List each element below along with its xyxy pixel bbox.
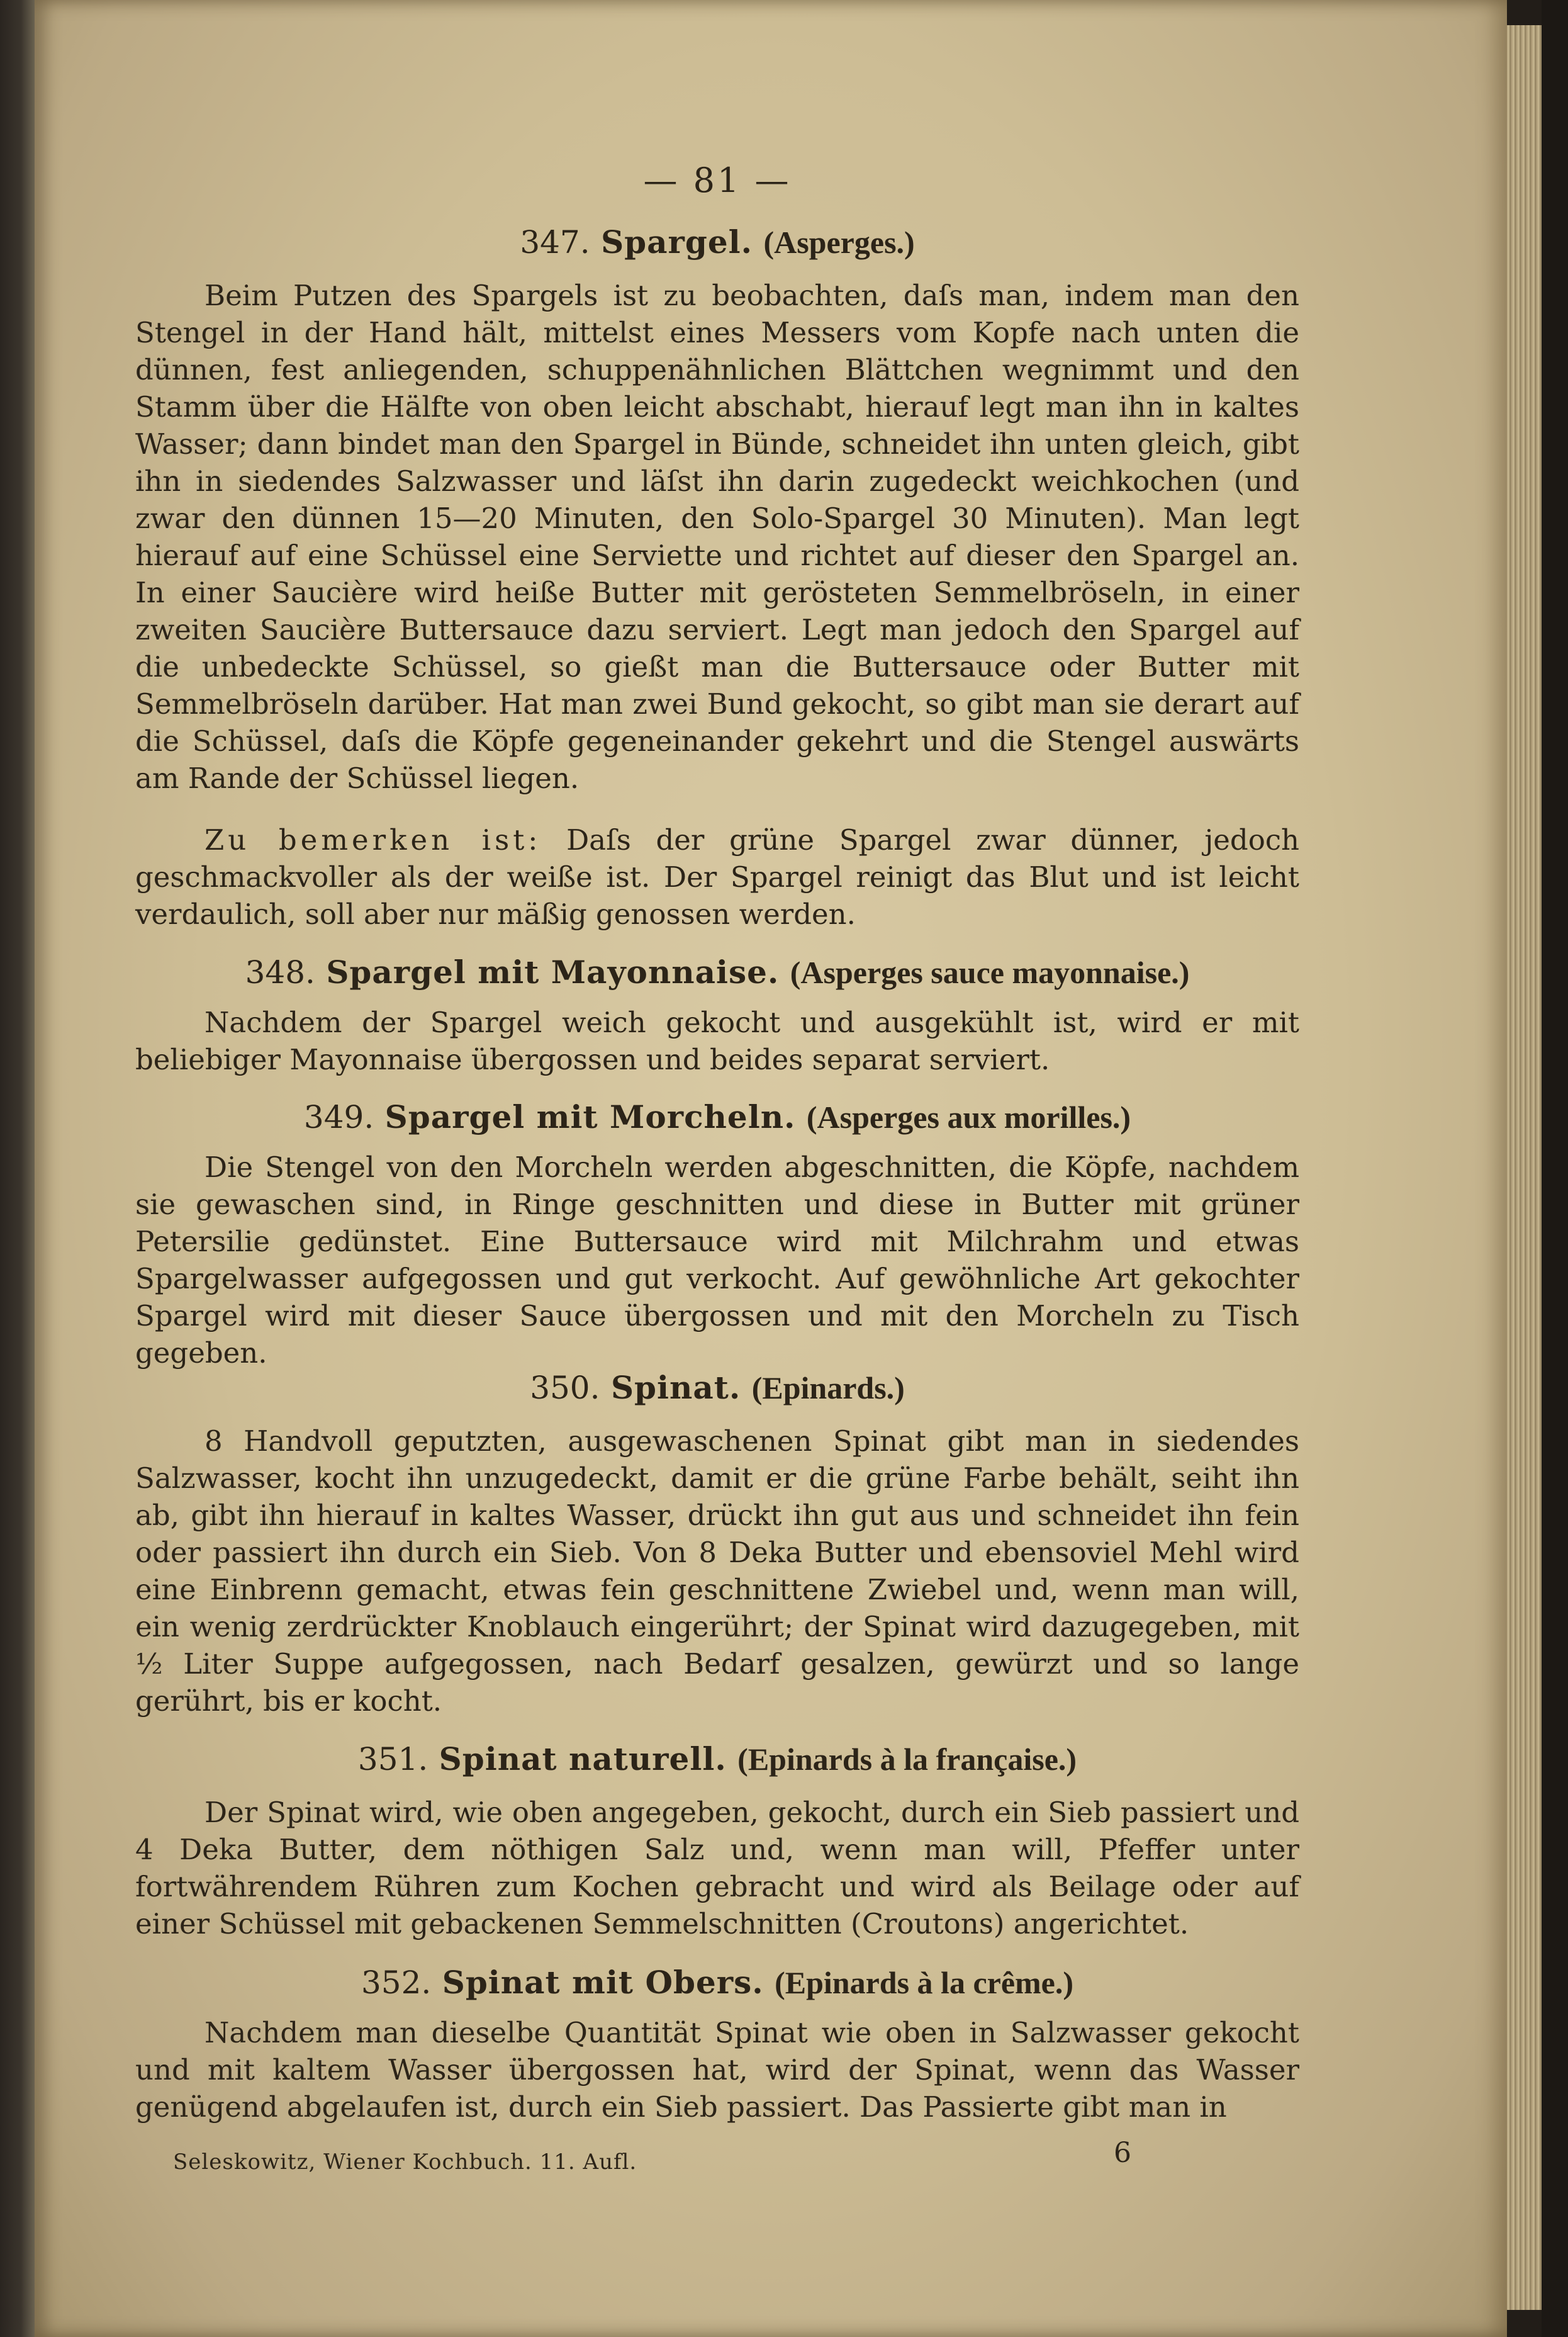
recipe-text-348: Nachdem der Spargel weich gekocht und ausgekühlt ist, wird er mit beliebiger Mayonnaise übergossen und beides separat serviert. — [135, 1006, 1299, 1076]
recipe-number: 348. — [245, 954, 315, 991]
recipe-title-de: Spargel mit Mayonnaise. — [326, 954, 780, 991]
recipe-number: 352. — [361, 1964, 432, 2001]
recipe-text-352: Nachdem man dieselbe Quantität Spinat wie oben in Salzwasser gekocht und mit kaltem Wasser übergossen hat, wird der Spinat, wenn das Wasser genügend abgelaufen ist, durch ein Sieb passiert. Das Passierte gibt man in — [135, 2016, 1299, 2124]
recipe-number: 349. — [303, 1099, 374, 1135]
recipe-title-fr: (Asperges.) — [763, 225, 915, 260]
recipe-heading-348 — [135, 954, 1299, 991]
recipe-heading-352 — [135, 1964, 1299, 2001]
recipe-number: 347. — [520, 224, 590, 261]
recipe-title-de: Spinat mit Obers. — [442, 1964, 764, 2001]
recipe-title-fr: (Epinards à la française.) — [737, 1742, 1077, 1777]
recipe-heading-351 — [135, 1740, 1299, 1777]
recipe-number: 351. — [357, 1741, 428, 1777]
recipe-title-fr: (Epinards à la crême.) — [775, 1965, 1074, 2000]
footer-imprint: Seleskowitz, Wiener Kochbuch. 11. Aufl. — [173, 2149, 637, 2175]
note-text: Daſs der grüne Spargel zwar dünner, jedoch geschmackvoller als der weiße ist. Der Spargel reinigt das Blut und ist leicht verdaulich, soll aber nur mäßig genossen werden. — [135, 823, 1300, 931]
page-stack-edge — [1507, 25, 1544, 2310]
recipe-title-de: Spinat. — [610, 1369, 741, 1406]
recipe-text-350: 8 Handvoll geputzten, ausgewaschenen Spinat gibt man in siedendes Salzwasser, kocht ihn unzugedeckt, damit er die grüne Farbe behält, seiht ihn ab, gibt ihn hierauf in kaltes Wasser, drückt ihn gut aus und schneidet ihn fein oder passiert ihn durch ein Sieb. Von 8 Deka Butter und ebensoviel Mehl wird eine Einbrenn gemacht, etwas fein geschnittene Zwiebel und, wenn man will, ein wenig zerdrückter Knoblauch eingerührt; der Spinat wird dazugegeben, mit ½ Liter Suppe aufgegossen, nach Bedarf gesalzen, gewürzt und so lange gerührt, bis er kocht. — [135, 1424, 1299, 1718]
recipe-heading-350 — [135, 1369, 1299, 1406]
recipe-title-fr: (Asperges aux morilles.) — [806, 1100, 1131, 1135]
recipe-title-de: Spinat naturell. — [439, 1740, 727, 1777]
recipe-number: 350. — [530, 1370, 600, 1406]
note-label: Zu bemerken ist: — [204, 823, 542, 857]
book-spine-edge — [0, 0, 35, 2337]
recipe-note-347 — [135, 821, 1299, 933]
page-number: — 81 — — [643, 160, 792, 200]
recipe-text-349: Die Stengel von den Morcheln werden abgeschnitten, die Köpfe, nachdem sie gewaschen sind, in Ringe geschnitten und diese in Butter mit grüner Petersilie gedünstet. Eine Buttersauce wird mit Milchrahm und etwas Spargelwasser aufgegossen und gut verkocht. Auf gewöhnliche Art gekochter Spargel wird mit dieser Sauce übergossen und mit den Morcheln zu Tisch gegeben. — [135, 1151, 1299, 1370]
book-shadow — [1542, 0, 1568, 2337]
recipe-heading-349 — [135, 1098, 1299, 1135]
recipe-text-351: Der Spinat wird, wie oben angegeben, gekocht, durch ein Sieb passiert und 4 Deka Butter, dem nöthigen Salz und, wenn man will, Pfeffer unter fortwährendem Rühren zum Kochen gebracht und wird als Beilage oder auf einer Schüssel mit gebackenen Semmelschnitten (Croutons) angerichtet. — [135, 1796, 1299, 1940]
recipe-text-347: Beim Putzen des Spargels ist zu beobachten, daſs man, indem man den Stengel in der Hand hält, mittelst eines Messers vom Kopfe nach unten die dünnen, fest anliegenden, schuppenähnlichen Blättchen wegnimmt und den Stamm über die Hälfte von oben leicht abschabt, hierauf legt man ihn in kaltes Wasser; dann bindet man den Spargel in Bünde, schneidet ihn unten gleich, gibt ihn in siedendes Salzwasser und läſst ihn darin zugedeckt weichkochen (und zwar den dünnen 15—20 Minuten, den Solo-Spargel 30 Minuten). Man legt hierauf auf eine Schüssel eine Serviette und richtet auf dieser den Spargel an. In einer Saucière wird heiße Butter mit gerösteten Semmelbröseln, in einer zweiten Saucière Buttersauce dazu serviert. Legt man jedoch den Spargel auf die unbedeckte Schüssel, so gießt man die Buttersauce oder Butter mit Semmelbröseln darüber. Hat man zwei Bund gekocht, so gibt man sie derart auf die Schüssel, daſs die Köpfe gegeneinander gekehrt und die Stengel auswärts am Rande der Schüssel liegen. — [135, 279, 1299, 795]
recipe-title-de: Spargel mit Morcheln. — [384, 1098, 796, 1135]
recipe-title-fr: (Asperges sauce mayonnaise.) — [790, 955, 1190, 990]
recipe-heading-347 — [135, 223, 1299, 261]
signature-mark: 6 — [1114, 2137, 1131, 2169]
recipe-title-fr: (Epinards.) — [751, 1370, 905, 1405]
recipe-title-de: Spargel. — [601, 223, 753, 261]
